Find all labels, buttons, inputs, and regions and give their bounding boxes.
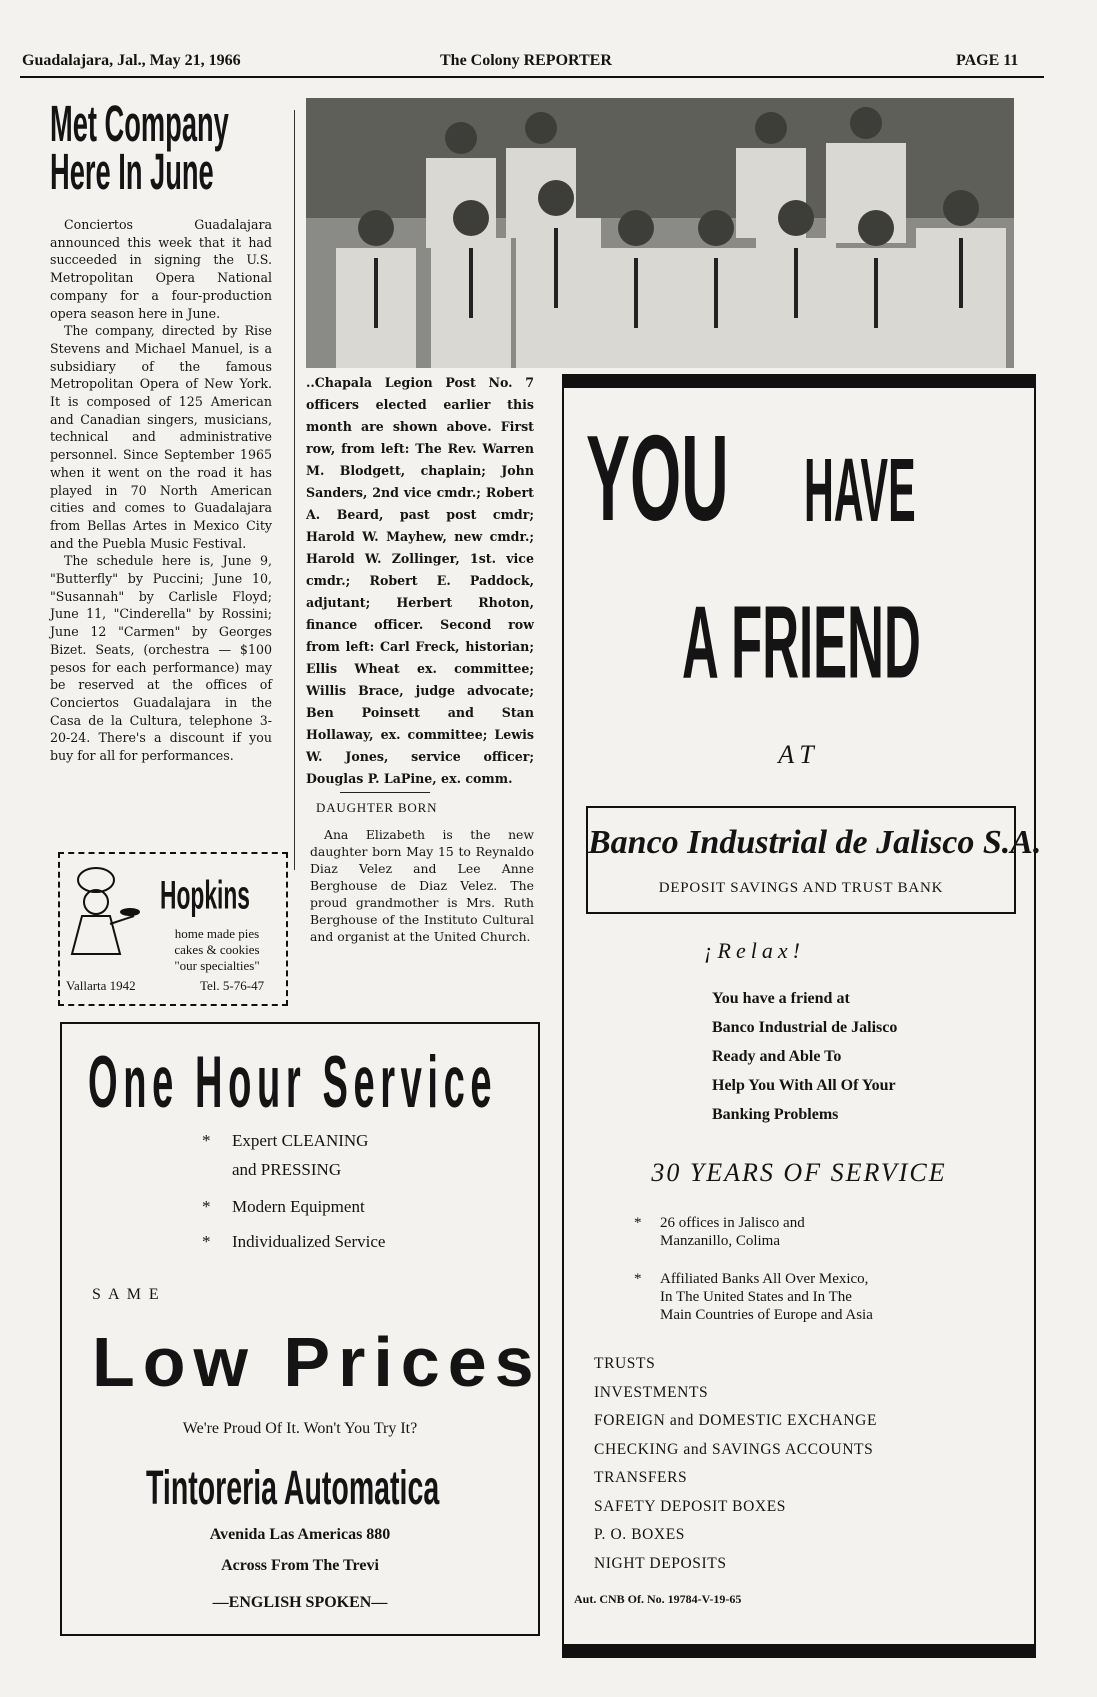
legion-photo [306,98,1014,368]
one-hour-headline: One Hour Service [88,1041,498,1124]
article-paragraph: The schedule here is, June 9, "Butterfly" by Puccini; June 10, "Susannah" by Carlisle Floyd; June 11, "Cinderella" by Rossini; June 12 "Carmen" by Georges Bizet. Seats, (orchestra — $100 pesos for each performance) may be reserved at the offices of Conciertos Guadalajara in the Casa de la Cultura, telephone 3-20-24. There's a discount if you buy for all for performances. [50,553,272,764]
headline-line2: Here In June [50,144,214,201]
proud-line: We're Proud Of It. Won't You Try It? [182,1420,418,1437]
service-list-item: TRUSTS [594,1355,656,1372]
service-list-item: NIGHT DEPOSITS [594,1554,727,1572]
birth-heading: DAUGHTER BORN [316,800,438,815]
bullet-icon: * [202,1197,211,1216]
low-prices: Low Prices [92,1323,542,1401]
relax-text: ¡Relax! [704,938,805,963]
masthead-date: Guadalajara, Jal., May 21, 1966 [22,52,241,69]
masthead [20,46,1044,78]
group-photo-image [306,98,1014,368]
friend-line: You have a friend at [712,990,850,1007]
a-friend-text: A FRIEND [682,584,921,698]
masthead-page: PAGE 11 [956,52,1019,69]
business-name: Tintoreria Automatica [146,1460,440,1515]
hopkins-line: "our specialties" [174,958,260,973]
service-list-item: P. O. BOXES [594,1526,686,1543]
service-item: Expert CLEANING and PRESSING [232,1131,369,1179]
birth-text: Ana Elizabeth is the new daughter born May 15 to Reynaldo Diaz Velez and Lee Anne Berghouse de Diaz Velez. The proud grandmother is Mrs. Ruth Berghouse of the Instituto Cultural and organist at the United Church. [310,827,534,944]
bullet-icon: * [202,1131,211,1150]
article-met-company [50,96,290,765]
hopkins-phone: Tel. 5-76-47 [200,978,265,993]
article-paragraph: Conciertos Guadalajara announced this week that it had succeeded in signing the U.S. Metropolitan Opera National company for a four-production opera season here in June. [50,217,272,321]
bank-script-name: Banco Industrial de Jalisco S.A. [588,824,1042,861]
column-divider [294,110,295,870]
cleaners-address: Avenida Las Americas 880 [209,1526,391,1543]
bullet-icon: * [634,1271,642,1287]
service-item: Individualized Service [232,1232,386,1251]
friend-line: Banking Problems [712,1106,839,1123]
english-spoken: —ENGLISH SPOKEN— [212,1594,388,1611]
service-list-item: CHECKING and SAVINGS ACCOUNTS [594,1440,874,1458]
hopkins-line: cakes & cookies [174,942,260,957]
hopkins-name: Hopkins [160,874,250,919]
hopkins-line: home made pies [174,926,260,941]
bullet-icon: * [202,1232,211,1251]
service-list-item: TRANSFERS [594,1469,688,1486]
affiliated-text: Affiliated Banks All Over Mexico, In The United States and In The Main Countries of Europe and Asia [660,1271,873,1323]
offices-text: 26 offices in Jalisco and Manzanillo, Colima [660,1215,805,1249]
service-list-item: INVESTMENTS [594,1383,709,1401]
bullet-icon: * [634,1215,642,1231]
article-paragraph: The company, directed by Rise Stevens and Michael Manuel, is a subsidiary of the famous Metropolitan Opera of New York. It is composed of 125 American and Canadian singers, musicians, technical and administrative personnel. Since September 1965 when it went on the road it has played in 70 North American cities and comes to Guadalajara from Bellas Artes in Mexico City and the Puebla Music Festival. [50,323,272,551]
friend-line: Ready and Able To [712,1048,842,1065]
service-list-item: SAFETY DEPOSIT BOXES [594,1497,786,1515]
friend-line: Banco Industrial de Jalisco [712,1019,898,1036]
cleaners-location: Across From The Trevi [221,1557,379,1574]
same-label: S A M E [92,1286,161,1303]
have-text: HAVE [804,440,916,540]
deposit-line: DEPOSIT SAVINGS AND TRUST BANK [658,880,944,896]
bank-name-box [586,806,1042,914]
authorization-number: Aut. CNB Of. No. 19784-V-19-65 [574,1592,742,1606]
service-list-item: FOREIGN and DOMESTIC EXCHANGE [594,1412,878,1429]
at-text: AT [778,740,820,769]
masthead-title: The Colony REPORTER [440,52,612,69]
you-text: YOU [586,410,729,546]
years-of-service: 30 YEARS OF SERVICE [651,1158,947,1187]
birth-notice [310,800,534,945]
service-item: Modern Equipment [232,1197,365,1216]
hopkins-ad [58,852,288,1006]
photo-caption: ..Chapala Legion Post No. 7 officers elected earlier this month are shown above. First row, from left: The Rev. Warren M. Blodgett, chaplain; John Sanders, 2nd vice cmdr.; Robert A. Beard, past post cmdr; Harold W. Mayhew, new cmdr.; Harold W. Zollinger, 1st. vice cmdr.; Robert E. Paddock, adjutant; Herbert Rhoton, finance officer. Second row from left: Carl Freck, historian; Ellis Wheat ex. committee; Willis Brace, judge advocate; Ben Poinsett and Stan Hollaway, ex. committee; Lewis W. Jones, service officer; Douglas P. LaPine, ex. comm. [306,375,534,786]
cleaners-ad [60,1022,540,1636]
hopkins-address: Vallarta 1942 [66,978,136,993]
chef-icon [68,864,140,964]
caption-rule [340,792,430,793]
headline-line1: Met Company [50,96,229,153]
friend-line: Help You With All Of Your [712,1077,896,1094]
bank-ad [562,374,1042,1658]
